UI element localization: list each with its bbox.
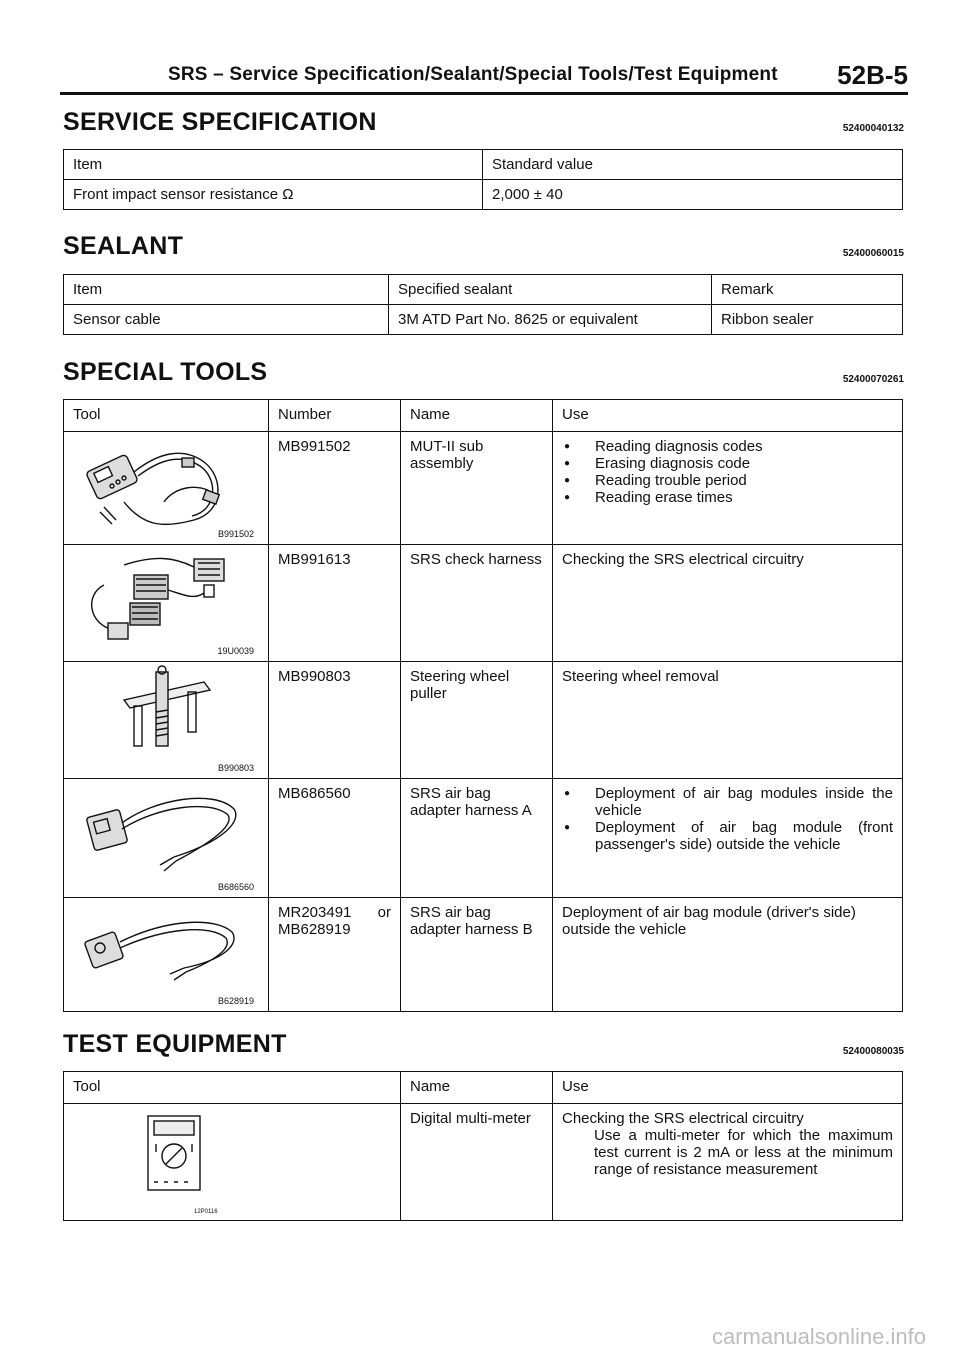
table-header-row <box>64 275 903 305</box>
tool-number: MB991502 <box>269 432 401 545</box>
equipment-use <box>553 1104 903 1221</box>
tool-use <box>553 779 903 898</box>
spec-item: Front impact sensor resistance Ω <box>64 180 483 210</box>
page-header <box>60 58 908 95</box>
table-row <box>64 1104 903 1221</box>
special-tools-table <box>63 399 903 1012</box>
sealant-remark: Ribbon sealer <box>712 305 903 335</box>
table-row <box>64 432 903 545</box>
tool-image-cell <box>64 545 269 662</box>
tool-image-code: B628919 <box>217 996 254 1006</box>
tool-number: MB686560 <box>269 779 401 898</box>
col-header-remark: Remark <box>712 275 903 305</box>
test-equipment-code: 52400080035 <box>842 1046 904 1057</box>
col-header-tool: Tool <box>64 1072 401 1104</box>
list-item: ● Reading diagnosis codes <box>562 438 893 455</box>
tool-number: MB991613 <box>269 545 401 662</box>
col-header-item: Item <box>64 275 389 305</box>
tool-image-code: B686560 <box>217 882 254 892</box>
list-item: ● Reading trouble period <box>562 472 893 489</box>
digital-multimeter-illustration <box>64 1104 400 1220</box>
tool-name: MUT-II sub assembly <box>401 432 553 545</box>
col-header-use: Use <box>553 1072 903 1104</box>
srs-check-harness-illustration <box>64 545 268 661</box>
table-row <box>64 662 903 779</box>
list-item: ● Deployment of air bag modules inside the vehicle <box>562 785 893 819</box>
special-tools-title: SPECIAL TOOLS <box>63 358 268 386</box>
tool-use: Steering wheel removal <box>553 662 903 779</box>
test-equipment-table <box>63 1071 903 1221</box>
tool-image-cell <box>64 898 269 1012</box>
table-row <box>64 898 903 1012</box>
use-list <box>562 438 893 506</box>
table-row <box>64 305 903 335</box>
service-spec-code: 52400040132 <box>842 123 904 134</box>
tool-image-code: 19U0039 <box>217 646 254 656</box>
tool-use <box>553 432 903 545</box>
list-item: ● Erasing diagnosis code <box>562 455 893 472</box>
page-number: 52B-5 <box>837 60 908 90</box>
table-header-row <box>64 150 903 180</box>
tool-image-cell <box>64 779 269 898</box>
mut-ii-tool-illustration <box>64 432 268 544</box>
col-header-number: Number <box>269 400 401 432</box>
tool-image-code: B990803 <box>217 763 254 773</box>
tool-name: SRS check harness <box>401 545 553 662</box>
table-row <box>64 545 903 662</box>
list-item: ● Reading erase times <box>562 489 893 506</box>
use-note: Use a multi-meter for which the maximum test current is 2 mA or less at the minimum range of resistance measurement <box>594 1127 893 1178</box>
adapter-harness-b-illustration <box>64 898 268 1011</box>
spec-value: 2,000 ± 40 <box>483 180 903 210</box>
col-header-use: Use <box>553 400 903 432</box>
special-tools-code: 52400070261 <box>842 374 904 385</box>
list-item: ● Deployment of air bag module (front passenger's side) outside the vehicle <box>562 819 893 853</box>
tool-number: MB990803 <box>269 662 401 779</box>
use-line: Checking the SRS electrical circuitry <box>562 1110 804 1127</box>
service-spec-title: SERVICE SPECIFICATION <box>63 108 377 136</box>
tool-name: SRS air bag adapter harness A <box>401 779 553 898</box>
col-header-name: Name <box>401 1072 553 1104</box>
table-row <box>64 779 903 898</box>
sealant-code: 52400060015 <box>842 248 904 259</box>
tool-number: MR203491 or MB628919 <box>269 898 401 1012</box>
tool-image-code: B991502 <box>217 529 254 539</box>
header-title: SRS – Service Specification/Sealant/Special Tools/Test Equipment <box>168 64 778 85</box>
equipment-name: Digital multi-meter <box>401 1104 553 1221</box>
sealant-title: SEALANT <box>63 232 184 260</box>
tool-image-cell <box>64 662 269 779</box>
service-spec-table <box>63 149 903 210</box>
adapter-harness-a-illustration <box>64 779 268 897</box>
tool-image-cell <box>64 1104 401 1221</box>
sealant-spec: 3M ATD Part No. 8625 or equivalent <box>389 305 712 335</box>
table-row <box>64 180 903 210</box>
tool-image-code: 12P0116 <box>194 1209 218 1215</box>
watermark: carmanualsonline.info <box>711 1324 926 1349</box>
sealant-table <box>63 274 903 335</box>
tool-image-cell <box>64 432 269 545</box>
sealant-item: Sensor cable <box>64 305 389 335</box>
table-header-row <box>64 400 903 432</box>
col-header-item: Item <box>64 150 483 180</box>
test-equipment-title: TEST EQUIPMENT <box>63 1030 287 1058</box>
tool-name: SRS air bag adapter harness B <box>401 898 553 1012</box>
tool-use: Deployment of air bag module (driver's side) outside the vehicle <box>553 898 903 1012</box>
tool-use: Checking the SRS electrical circuitry <box>553 545 903 662</box>
tool-name: Steering wheel puller <box>401 662 553 779</box>
col-header-standard-value: Standard value <box>483 150 903 180</box>
use-list <box>562 785 893 853</box>
col-header-specified-sealant: Specified sealant <box>389 275 712 305</box>
table-header-row <box>64 1072 903 1104</box>
steering-wheel-puller-illustration <box>64 662 268 778</box>
col-header-tool: Tool <box>64 400 269 432</box>
col-header-name: Name <box>401 400 553 432</box>
